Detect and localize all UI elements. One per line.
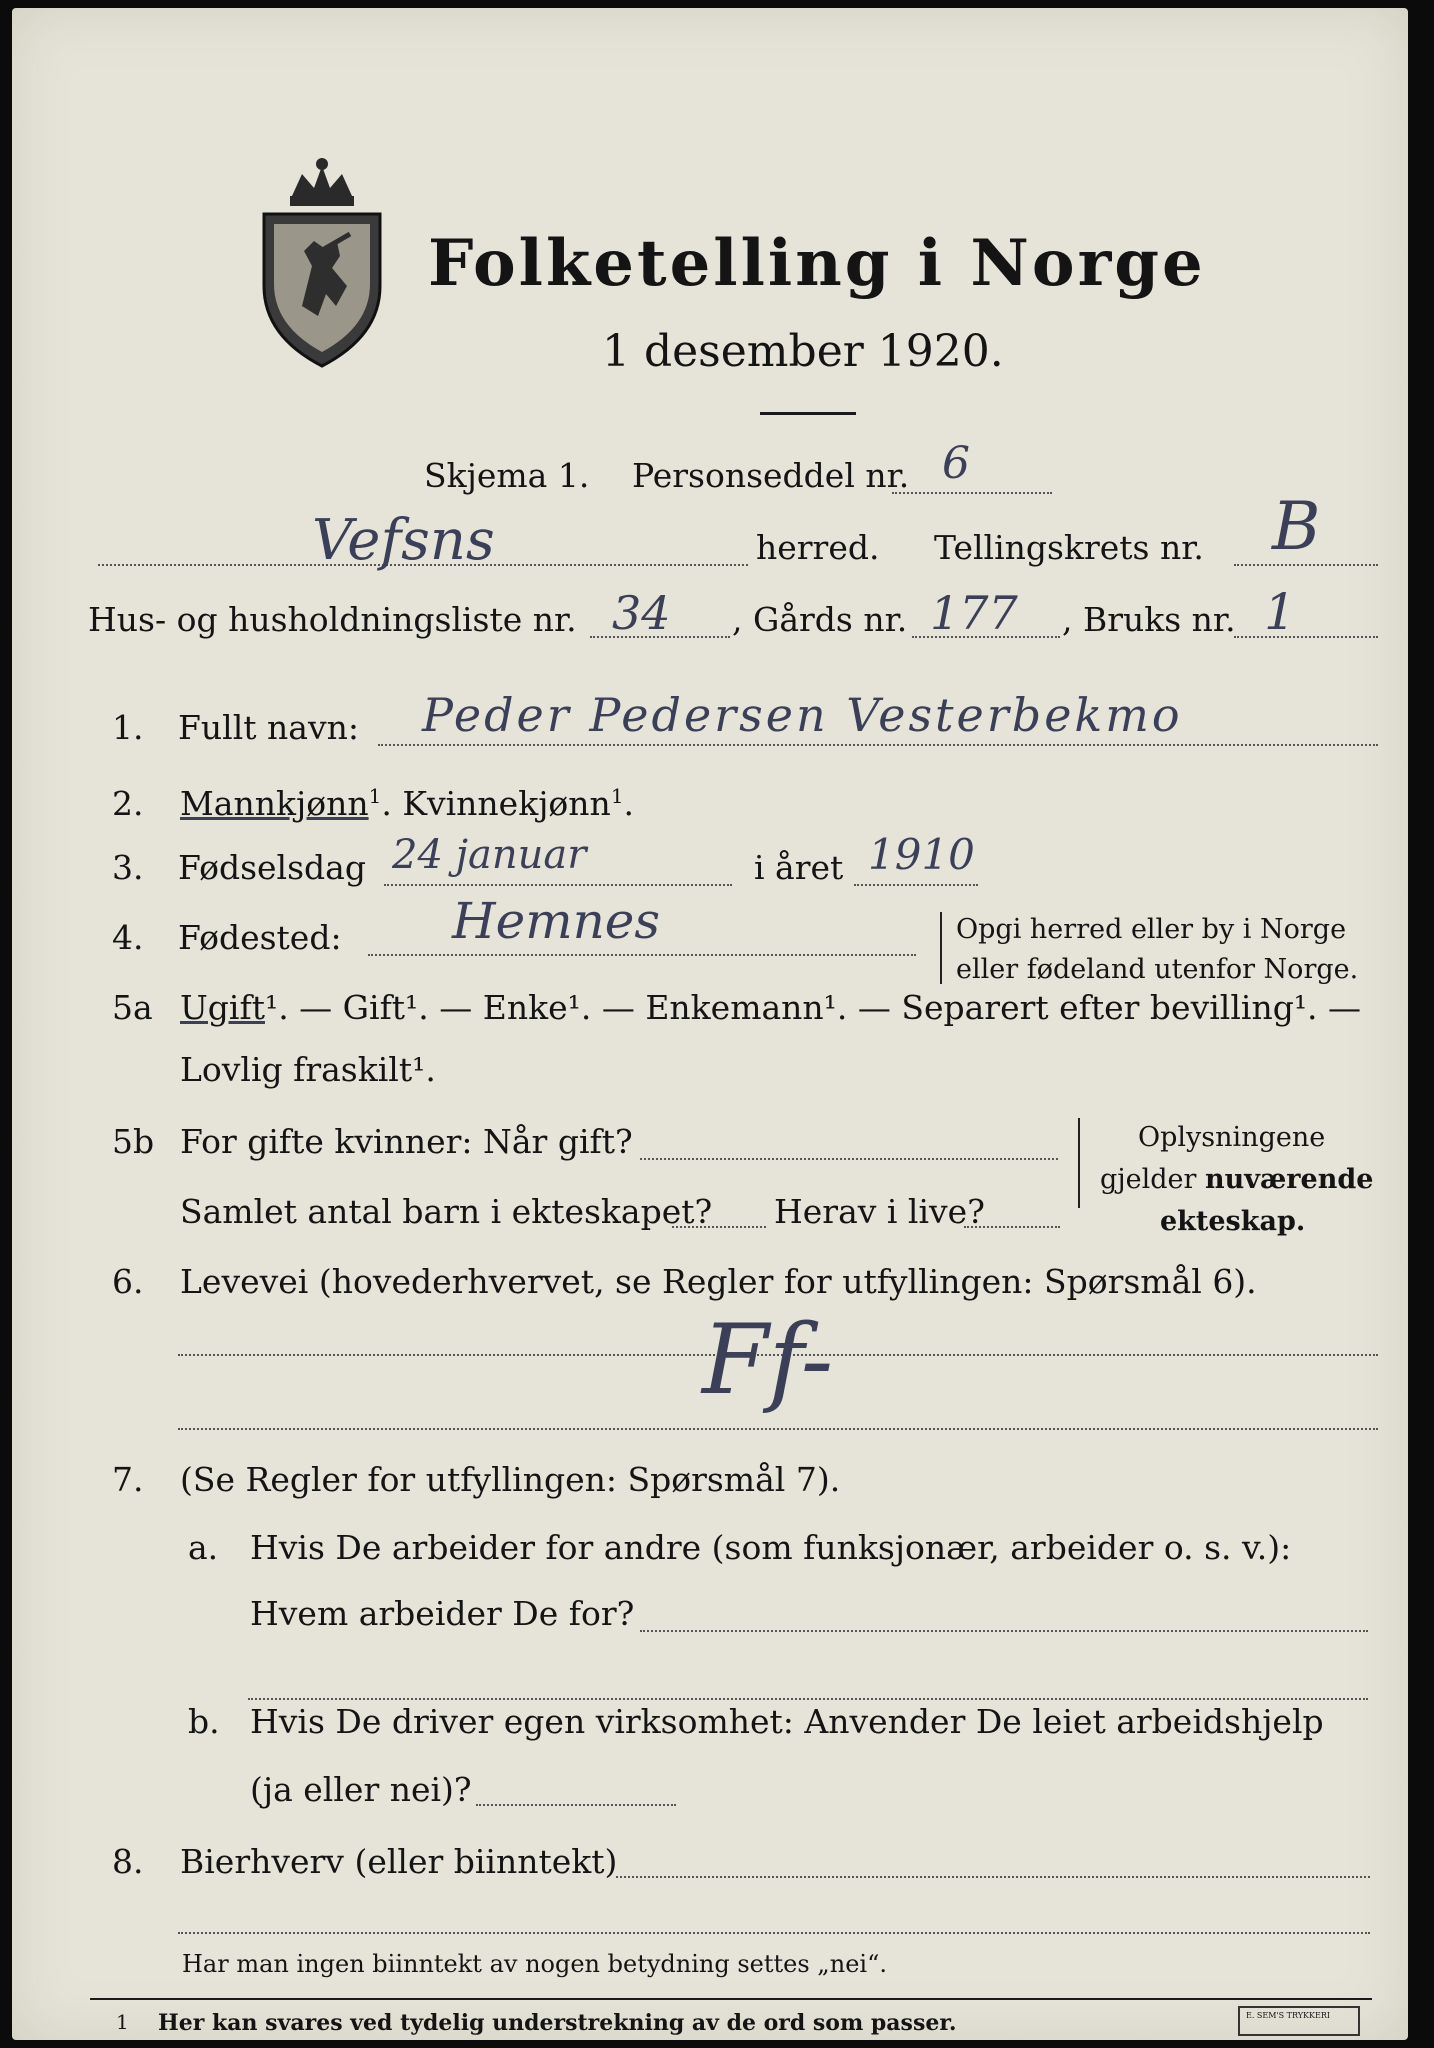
herred-label: herred. bbox=[756, 528, 880, 567]
q1-value: Peder Pedersen Vesterbekmo bbox=[422, 688, 1183, 742]
bruks-value: 1 bbox=[1264, 583, 1296, 641]
q5b-note-line2b: nuværende bbox=[1205, 1164, 1374, 1195]
q4-note-line2: eller fødeland utenfor Norge. bbox=[956, 954, 1359, 985]
q5a-number: 5a bbox=[112, 988, 153, 1027]
q4-value: Hemnes bbox=[452, 892, 661, 950]
q3-label: Fødselsdag bbox=[178, 848, 366, 887]
q4-number: 4. bbox=[112, 918, 144, 957]
bruks-label: , Bruks nr. bbox=[1062, 600, 1236, 639]
q4-field-line bbox=[368, 954, 916, 956]
q2-female-sup: 1 bbox=[610, 784, 624, 808]
census-date: 1 desember 1920. bbox=[602, 326, 1004, 377]
q5b-line2b: Herav i live? bbox=[774, 1192, 985, 1231]
hus-value: 34 bbox=[612, 586, 671, 640]
q5a-other-options: ¹. — Gift¹. — Enke¹. — Enkemann¹. — Separert efter bevilling¹. — bbox=[264, 988, 1362, 1027]
q5a-ugift: Ugift bbox=[180, 988, 265, 1027]
q8-field-line-2 bbox=[178, 1932, 1370, 1934]
q1-field-line bbox=[378, 744, 1378, 746]
title-divider bbox=[760, 412, 856, 415]
hus-label: Hus- og husholdningsliste nr. bbox=[88, 600, 577, 639]
q3-date-field-line bbox=[384, 884, 732, 886]
tellingskrets-value: B bbox=[1272, 488, 1321, 565]
q2-end: . bbox=[623, 784, 635, 823]
q8-field-line-1 bbox=[616, 1876, 1370, 1878]
q7a-field-line-1 bbox=[640, 1630, 1368, 1632]
printer-stamp bbox=[1238, 2006, 1360, 2036]
q5a-options bbox=[180, 988, 1361, 1027]
q2-male-sup: 1 bbox=[368, 784, 382, 808]
q1-label: Fullt navn: bbox=[178, 708, 359, 747]
gards-label: , Gårds nr. bbox=[732, 600, 908, 639]
q4-note-line1: Opgi herred eller by i Norge bbox=[956, 914, 1347, 945]
q5b-note-line2a: gjelder bbox=[1100, 1164, 1206, 1195]
census-form-page bbox=[12, 8, 1408, 2040]
q7a-letter: a. bbox=[188, 1528, 219, 1567]
q7b-letter: b. bbox=[188, 1702, 220, 1741]
q2-female: Kvinnekjønn bbox=[402, 784, 611, 823]
q6-number: 6. bbox=[112, 1262, 144, 1301]
q7a-field-line-2 bbox=[248, 1698, 1368, 1700]
personseddel-value: 6 bbox=[942, 438, 970, 489]
q2-number: 2. bbox=[112, 784, 144, 823]
printer-stamp-text: E. SEM'S TRYKKERI bbox=[1246, 2011, 1331, 2020]
q2-options bbox=[180, 784, 634, 823]
q5b-note-line1: Oplysningene bbox=[1138, 1122, 1326, 1153]
tellingskrets-label: Tellingskrets nr. bbox=[934, 528, 1204, 567]
q5b-alive-field-line bbox=[964, 1226, 1060, 1228]
footnote-divider bbox=[90, 1998, 1372, 2000]
footnote-text: Her kan svares ved tydelig understrekning av de ord som passer. bbox=[158, 2010, 957, 2036]
footnote-number: 1 bbox=[116, 2010, 129, 2034]
q3-year-value: 1910 bbox=[868, 830, 975, 879]
q5b-line1: For gifte kvinner: Når gift? bbox=[180, 1122, 633, 1161]
q5b-married-field-line bbox=[640, 1158, 1058, 1160]
personseddel-field-line bbox=[892, 492, 1052, 494]
q7a-line2: Hvem arbeider De for? bbox=[250, 1594, 635, 1633]
q8-label: Bierhverv (eller biinntekt) bbox=[180, 1842, 618, 1881]
q1-number: 1. bbox=[112, 708, 144, 747]
q7b-field-line bbox=[476, 1804, 676, 1806]
q3-year-label: i året bbox=[754, 848, 844, 887]
q7-number: 7. bbox=[112, 1460, 144, 1499]
q5b-line2a: Samlet antal barn i ekteskapet? bbox=[180, 1192, 713, 1231]
q3-date-value: 24 januar bbox=[392, 832, 587, 878]
q3-number: 3. bbox=[112, 848, 144, 887]
gards-value: 177 bbox=[930, 586, 1018, 640]
q6-field-line-2 bbox=[178, 1428, 1378, 1430]
footer-note: Har man ingen biinntekt av nogen betydning settes „nei“. bbox=[182, 1950, 887, 1978]
q7-label: (Se Regler for utfyllingen: Spørsmål 7). bbox=[180, 1460, 841, 1499]
q6-label: Levevei (hovederhvervet, se Regler for utfyllingen: Spørsmål 6). bbox=[180, 1262, 1257, 1301]
herred-value: Vefsns bbox=[312, 508, 495, 573]
q4-note-bracket bbox=[940, 912, 942, 984]
bruks-field-line bbox=[1234, 636, 1378, 638]
q7a-line1: Hvis De arbeider for andre (som funksjonær, arbeider o. s. v.): bbox=[250, 1528, 1292, 1567]
q5b-note-line2 bbox=[1100, 1164, 1373, 1195]
q8-number: 8. bbox=[112, 1842, 144, 1881]
schema-label: Skjema 1. bbox=[424, 456, 590, 495]
norwegian-coat-of-arms-icon bbox=[252, 156, 392, 371]
q2-male: Mannkjønn bbox=[180, 784, 369, 823]
q5b-number: 5b bbox=[112, 1122, 155, 1161]
q6-value: Ff- bbox=[702, 1304, 834, 1416]
q4-label: Fødested: bbox=[178, 918, 342, 957]
q7b-line1: Hvis De driver egen virksomhet: Anvender De leiet arbeidshjelp bbox=[250, 1702, 1324, 1741]
q5b-note-bracket bbox=[1078, 1118, 1080, 1208]
q5b-note-line3: ekteskap. bbox=[1160, 1206, 1306, 1237]
q2-separator: . bbox=[381, 784, 392, 823]
personseddel-label: Personseddel nr. bbox=[632, 456, 910, 495]
q5a-line2: Lovlig fraskilt¹. bbox=[180, 1050, 436, 1089]
q7b-line2: (ja eller nei)? bbox=[250, 1770, 472, 1809]
q3-year-field-line bbox=[854, 884, 978, 886]
form-title: Folketelling i Norge bbox=[428, 226, 1206, 301]
q5b-children-field-line bbox=[672, 1226, 766, 1228]
